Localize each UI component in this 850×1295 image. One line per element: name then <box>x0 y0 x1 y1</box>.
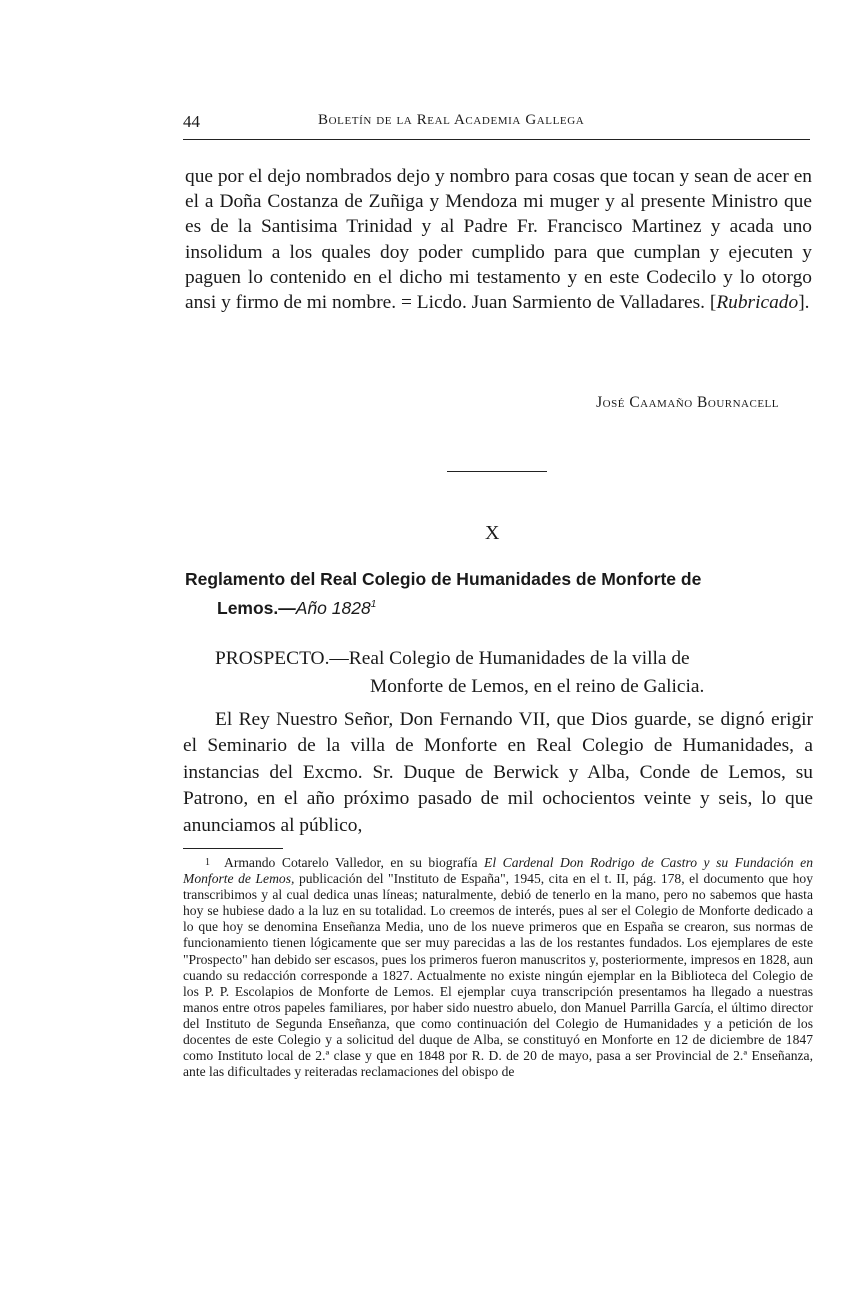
previous-document-closing: ]. <box>798 292 810 314</box>
document-title-line1: Reglamento del Real Colegio de Humanidades de Monforte de <box>185 569 702 589</box>
footnote-reference: 1 <box>370 599 377 610</box>
header-rule <box>183 139 810 140</box>
author-signature: José Caamaño Bournacell <box>596 394 779 411</box>
footnote-text-a: Armando Cotarelo Valledor, en su biografía <box>224 855 485 870</box>
document-title-line2 <box>185 592 813 621</box>
footnote-mark: 1 <box>205 857 210 868</box>
page-number: 44 <box>183 112 200 131</box>
footnote <box>183 855 813 1080</box>
footnote-rule <box>183 848 283 849</box>
footnote-text-b: publicación del "Instituto de España", 1945, cita en el t. II, pág. 178, el documento que hoy transcribimos y al cual dedica unas líneas; naturalmente, debió de tenerlo en la mano, pero no sabemos que hasta hoy se hubiese dado a la luz en su totalidad. Lo creemos de interés, pues al ser el Colegio de Monforte dedicado a lo que hoy se denomina Enseñanza Media, uno de los nueve primeros que en España se crearon, sus normas de funcionamiento tienen lógicamente que ser muy parecidas a las de los restantes fundados. Los ejemplares de este "Prospecto" han debido ser escasos, pues los primeros fueron manuscritos y, posteriormente, impresos en 1828, aun cuando su redacción corresponde a 1827. Actualmente no existe ningún ejemplar en la Biblioteca del Colegio de los P. P. Escolapios de Monforte de Lemos. El ejemplar cuya transcripción presentamos ha llegado a nuestras manos entre otros papeles familiares, por haber sido nuestro abuelo, don Manuel Parrilla García, el último director del Instituto de Segunda Enseñanza, que como continuación del Colegio de Humanidades y a petición de los docentes de este Colegio y a solicitud del duque de Alba, se constituyó en Monforte en 12 de diciembre de 1847 como Instituto local de 2.ª clase y que en 1848 por R. D. de 20 de mayo, pasa a ser Provincial de 2.ª Enseñanza, ante las dificultades y reiteradas reclamaciones del obispo de <box>183 871 813 1080</box>
previous-document-body: que por el dejo nombrados dejo y nombro para cosas que tocan y sean de acer en el a Doña Costanza de Zuñiga y Mendoza mi muger y al presente Ministro que es de la Santisima Trinidad y al Padre Fr. Francisco Martinez y acada uno insolidum a los quales doy poder cumplido para que cumplan y ejecuten y paguen lo contenido en el dicho mi testamento y en este Codecilo y lo otorgo ansi y firmo de mi nombre. = Licdo. Juan Sarmiento de Valladares. [ <box>185 166 812 314</box>
prospecto-line1: PROSPECTO.—Real Colegio de Humanidades de la villa de <box>215 648 690 669</box>
body-paragraph: El Rey Nuestro Señor, Don Fernando VII, que Dios guarde, se dignó erigir el Seminario de la villa de Monforte en Real Colegio de Humanidades, a instancias del Excmo. Sr. Duque de Berwick y Alba, Conde de Lemos, su Patrono, en el año próximo pasado de mil ochocientos veinte y seis, lo que anunciamos al público, <box>183 709 813 836</box>
prospecto-line2: Monforte de Lemos, en el reino de Galicia. <box>370 676 705 697</box>
journal-title: Boletín de la Real Academia Gallega <box>318 112 585 128</box>
section-number: X <box>485 522 500 544</box>
document-title <box>185 567 813 621</box>
previous-document-text <box>185 164 812 315</box>
rubricado-note: Rubricado <box>716 292 799 314</box>
document-title-year: Año 1828 <box>295 597 371 618</box>
footnote-cited-title: El Cardenal Don Rodrigo de Castro y su Fundación en Monforte de Lemos, <box>183 855 813 887</box>
document-title-place: Lemos.— <box>217 597 296 618</box>
running-header <box>183 112 813 134</box>
prospecto-heading <box>215 645 813 701</box>
section-separator-rule <box>447 471 547 472</box>
